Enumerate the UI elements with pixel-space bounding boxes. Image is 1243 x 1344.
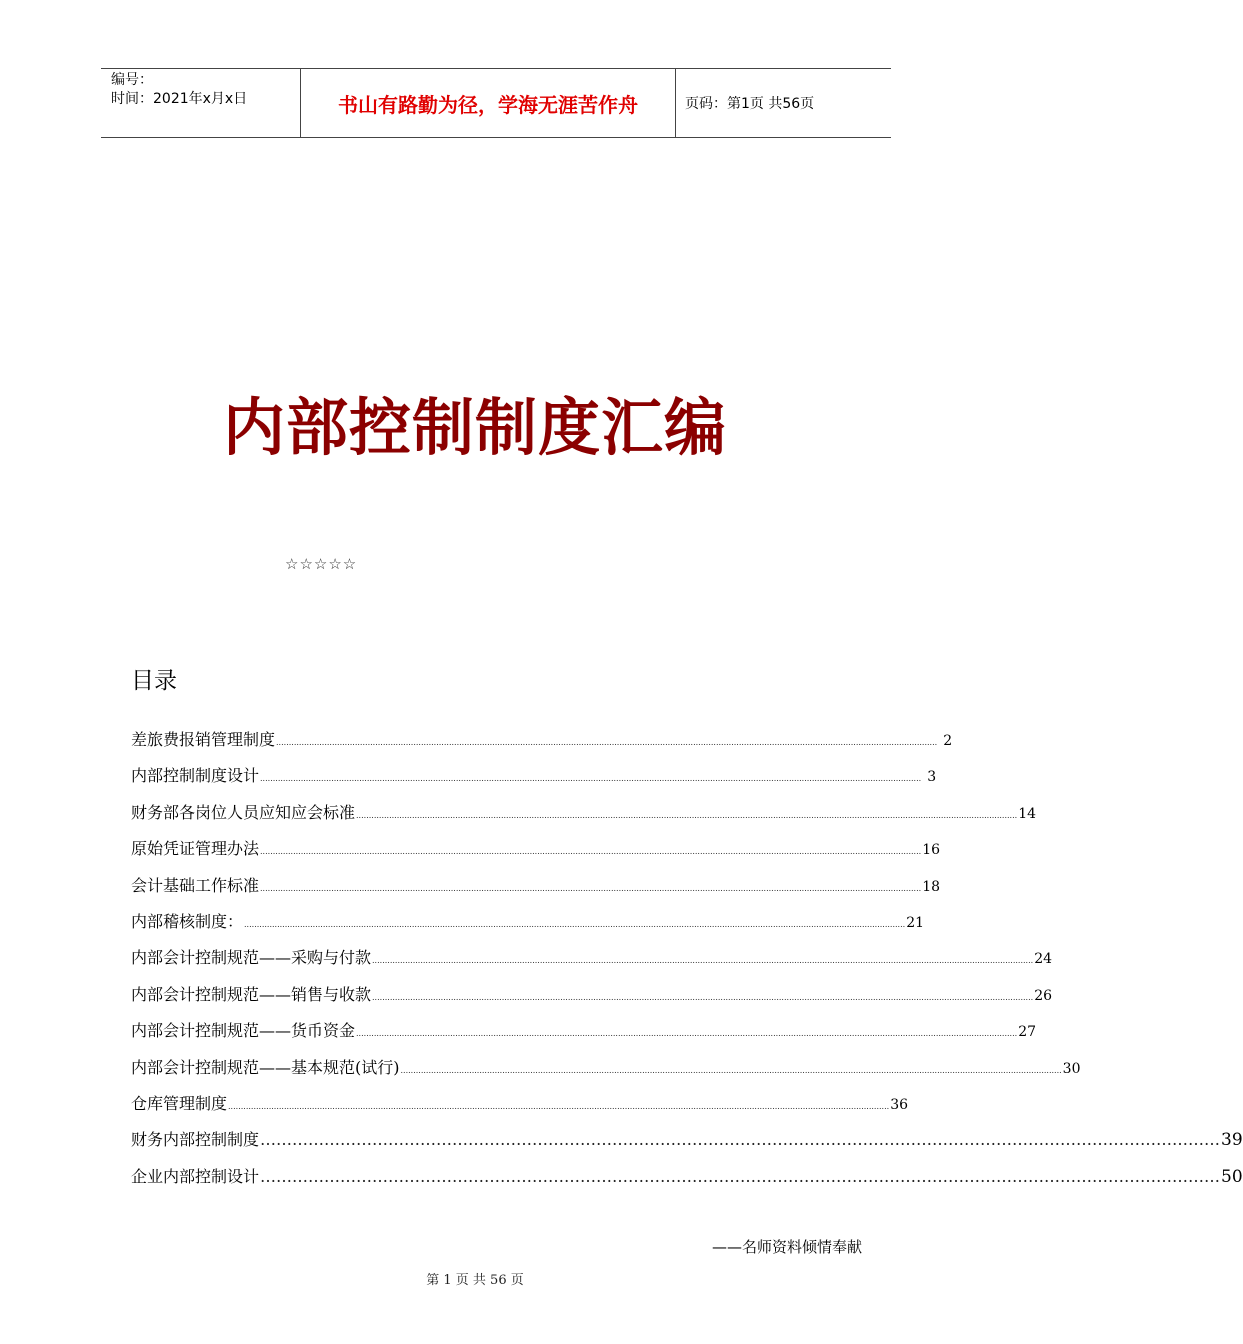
toc-entry-title: 内部会计控制规范——销售与收款 xyxy=(131,984,372,1004)
toc-entry[interactable] xyxy=(131,758,937,794)
toc-entry-page: 39 xyxy=(1221,1130,1243,1151)
toc-entry-page: 18 xyxy=(922,878,941,895)
toc-leader-dots: .................................................................................................................................................................................................................................................................... xyxy=(372,992,1034,1002)
toc-entry-page: 21 xyxy=(906,914,925,931)
toc-leader-dots: ……………………………………………………………………………………………………………………………………………………………… xyxy=(260,1166,1221,1186)
toc-entry-title: 内部稽核制度： xyxy=(131,911,244,931)
toc-entry[interactable] xyxy=(131,1013,1037,1049)
toc-entry[interactable] xyxy=(131,1086,909,1122)
toc-entry[interactable] xyxy=(131,831,941,867)
toc-entry-title: 仓库管理制度 xyxy=(131,1093,228,1113)
toc-leader-dots: .................................................................................................................................................................................................................................................................... xyxy=(260,847,922,857)
page-footer: 第 1 页 共 56 页 xyxy=(426,1273,524,1288)
toc-entry-title: 内部会计控制规范——基本规范(试行) xyxy=(131,1057,400,1077)
toc-entry[interactable] xyxy=(131,1050,1081,1086)
header-page-info: 页码：第1页 共56页 xyxy=(685,96,815,112)
toc-leader-dots: .................................................................................................................................................................................................................................................................... xyxy=(244,919,906,929)
toc-leader-dots: .................................................................................................................................................................................................................................................................... xyxy=(356,810,1018,820)
toc-entry-title: 原始凭证管理办法 xyxy=(131,839,260,859)
toc-entry-title: 内部会计控制规范——货币资金 xyxy=(131,1021,356,1041)
table-of-contents xyxy=(131,722,1243,1195)
header-meta xyxy=(101,69,301,137)
toc-entry-page: 2 xyxy=(943,733,953,749)
toc-entry-page: 36 xyxy=(890,1096,909,1113)
toc-entry[interactable] xyxy=(131,977,1053,1013)
toc-heading: 目录 xyxy=(131,668,177,694)
toc-leader-dots: .................................................................................................................................................................................................................................................................... xyxy=(260,774,922,784)
toc-entry-page: 50 xyxy=(1221,1166,1243,1187)
toc-entry-page: 3 xyxy=(927,769,937,786)
toc-entry-title: 财务部各岗位人员应知应会标准 xyxy=(131,802,356,822)
toc-leader-dots: .................................................................................................................................................................................................................................................................... xyxy=(372,956,1034,966)
toc-entry-page: 30 xyxy=(1062,1060,1081,1077)
toc-entry-page: 26 xyxy=(1034,987,1053,1004)
toc-entry-page: 24 xyxy=(1034,951,1053,968)
toc-entry[interactable] xyxy=(131,904,925,940)
toc-entry-title: 内部控制制度设计 xyxy=(131,766,260,786)
toc-entry-title: 内部会计控制规范——采购与付款 xyxy=(131,948,372,968)
toc-leader-dots: .................................................................................................................................................................................................................................................................... xyxy=(276,738,938,747)
toc-entry-page: 16 xyxy=(922,842,941,859)
toc-entry[interactable] xyxy=(131,940,1053,976)
toc-leader-dots: .................................................................................................................................................................................................................................................................... xyxy=(356,1029,1018,1039)
toc-leader-dots: ……………………………………………………………………………………………………………………………………………………………… xyxy=(260,1130,1221,1150)
dedication-note: ——名师资料倾情奉献 xyxy=(711,1238,862,1256)
toc-entry[interactable] xyxy=(131,868,941,904)
toc-entry-title: 会计基础工作标准 xyxy=(131,875,260,895)
toc-entry[interactable] xyxy=(131,795,1037,831)
toc-entry-title: 企业内部控制设计 xyxy=(131,1166,260,1186)
time-label: 时间：2021年x月x日 xyxy=(111,91,248,107)
toc-entry-title: 财务内部控制制度 xyxy=(131,1130,260,1150)
toc-leader-dots: .................................................................................................................................................................................................................................................................... xyxy=(400,1065,1062,1075)
toc-leader-dots: .................................................................................................................................................................................................................................................................... xyxy=(228,1101,890,1111)
toc-leader-dots: .................................................................................................................................................................................................................................................................... xyxy=(260,883,922,893)
number-label: 编号： xyxy=(111,72,153,88)
toc-entry-title: 差旅费报销管理制度 xyxy=(131,730,276,749)
toc-entry-page: 14 xyxy=(1018,805,1037,822)
header-motto: 书山有路勤为径，学海无涯苦作舟 xyxy=(301,69,676,137)
star-rating: ☆☆☆☆☆ xyxy=(285,555,358,573)
toc-entry[interactable] xyxy=(131,722,953,758)
toc-entry[interactable] xyxy=(131,1122,1243,1158)
page-header xyxy=(101,68,891,138)
toc-entry-page: 27 xyxy=(1018,1024,1037,1041)
toc-entry[interactable] xyxy=(131,1159,1243,1195)
document-title: 内部控制制度汇编 xyxy=(222,391,727,464)
